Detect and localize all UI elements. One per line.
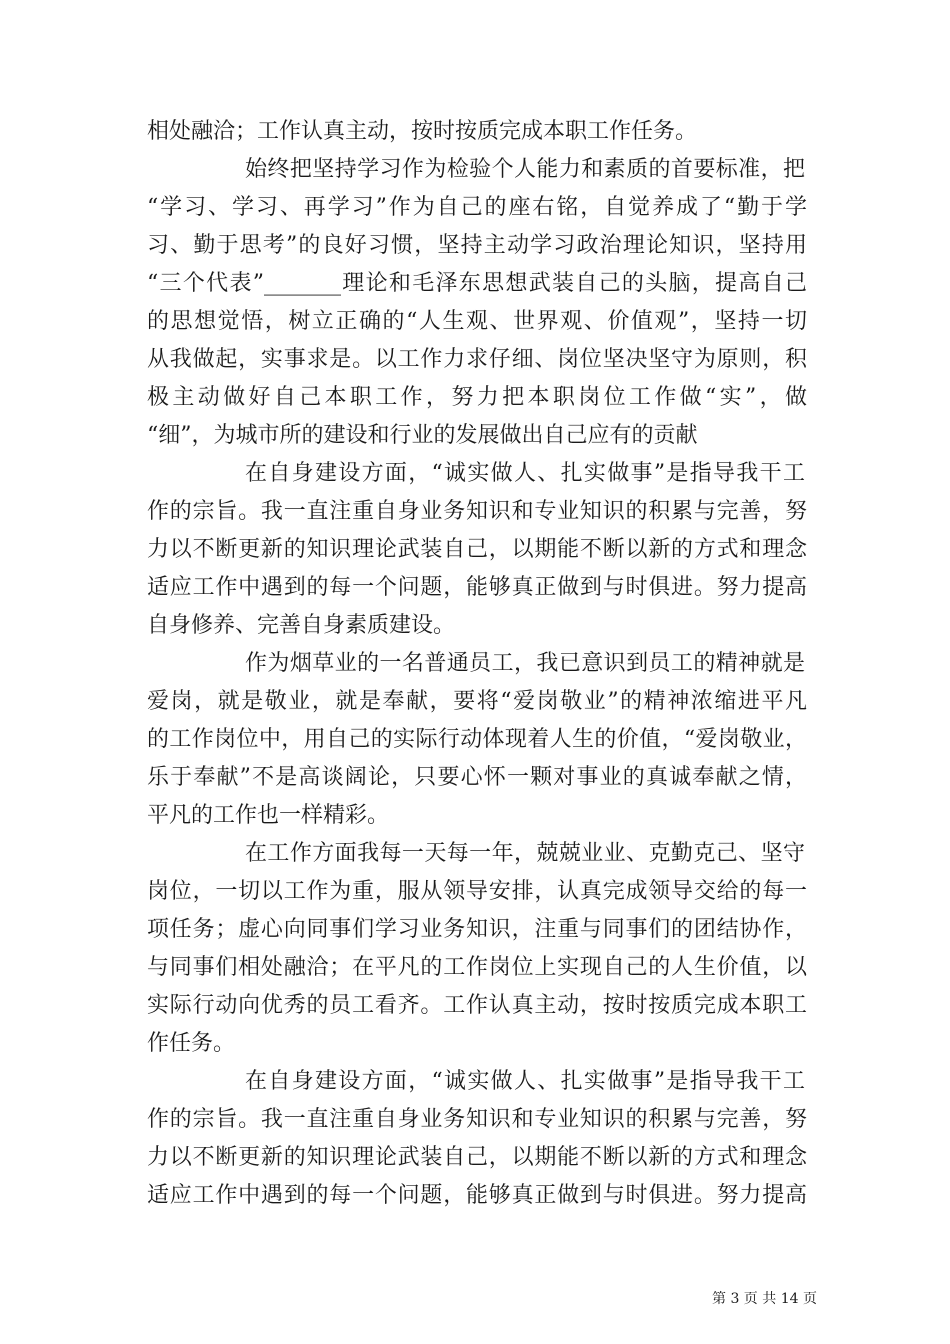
text-line-content: 的思想觉悟，树立正确的“人生观、世界观、价值观”，坚持一切 <box>147 309 807 334</box>
text-line <box>147 574 807 602</box>
text-line <box>147 688 807 716</box>
text-line-content: 作的宗旨。我一直注重自身业务知识和专业知识的积累与完善，努 <box>147 499 807 524</box>
text-line <box>147 232 807 260</box>
text-line-content: 在自身建设方面，“诚实做人、扎实做事”是指导我干工 <box>245 1069 805 1094</box>
text-line <box>245 460 805 488</box>
text-line-content: 相处融洽；工作认真主动，按时按质完成本职工作任务。 <box>147 119 698 144</box>
text-line-content: 的工作岗位中，用自己的实际行动体现着人生的价值，“爱岗敬业， <box>147 727 807 752</box>
text-line-content: 适应工作中遇到的每一个问题，能够真正做到与时俱进。努力提高 <box>147 575 807 600</box>
text-line <box>147 1182 807 1210</box>
text-line-content: “学习、学习、再学习”作为自己的座右铭，自觉养成了“勤于学 <box>147 195 807 220</box>
text-line-content: “细”，为城市所的建设和行业的发展做出自己应有的贡献 <box>147 423 698 448</box>
text-line-content: 适应工作中遇到的每一个问题，能够真正做到与时俱进。努力提高 <box>147 1183 807 1208</box>
text-line <box>147 878 807 906</box>
text-line-content: 从我做起，实事求是。以工作力求仔细、岗位坚决坚守为原则，积 <box>147 347 807 372</box>
text-line-content: 乐于奉献”不是高谈阔论，只要心怀一颗对事业的真诚奉献之情， <box>147 765 807 790</box>
text-line <box>147 954 807 982</box>
text-line <box>147 1106 807 1134</box>
text-line-content: 平凡的工作也一样精彩。 <box>147 803 390 828</box>
text-line <box>147 802 807 830</box>
text-line-content: 在工作方面我每一天每一年，兢兢业业、克勤克己、坚守 <box>245 841 805 866</box>
text-line-content: 实际行动向优秀的员工看齐。工作认真主动，按时按质完成本职工 <box>147 993 807 1018</box>
text-line <box>147 612 807 640</box>
text-line-content: 极主动做好自己本职工作，努力把本职岗位工作做“实”，做 <box>147 385 807 410</box>
text-line-content: 始终把坚持学习作为检验个人能力和素质的首要标准，把 <box>245 157 805 182</box>
text-line-content: 作的宗旨。我一直注重自身业务知识和专业知识的积累与完善，努 <box>147 1107 807 1132</box>
text-line <box>147 916 807 944</box>
text-line-content: 自身修养、完善自身素质建设。 <box>147 613 456 638</box>
text-line-content: 力以不断更新的知识理论武装自己，以期能不断以新的方式和理念 <box>147 537 807 562</box>
text-line-content: 岗位，一切以工作为重，服从领导安排，认真完成领导交给的每一 <box>147 879 807 904</box>
text-line <box>147 764 807 792</box>
text-line <box>245 650 805 678</box>
text-line <box>147 194 807 222</box>
text-line-content: 爱岗，就是敬业，就是奉献，要将“爱岗敬业”的精神浓缩进平凡 <box>147 689 807 714</box>
page-footer: 第 3 页 共 14 页 <box>712 1291 817 1307</box>
text-line <box>245 840 805 868</box>
text-line <box>147 1144 807 1172</box>
text-line <box>147 118 807 146</box>
text-line <box>147 270 807 298</box>
text-line <box>147 536 807 564</box>
text-line <box>147 992 807 1020</box>
text-line <box>147 1030 807 1058</box>
text-line <box>245 1068 805 1096</box>
text-line <box>147 422 807 450</box>
text-line-content: 项任务；虚心向同事们学习业务知识，注重与同事们的团结协作， <box>147 917 807 942</box>
text-line <box>147 346 807 374</box>
text-line-content: 力以不断更新的知识理论武装自己，以期能不断以新的方式和理念 <box>147 1145 807 1170</box>
text-line-content: 在自身建设方面，“诚实做人、扎实做事”是指导我干工 <box>245 461 805 486</box>
text-line-content: 作为烟草业的一名普通员工，我已意识到员工的精神就是 <box>245 651 805 676</box>
text-line <box>147 498 807 526</box>
text-line-content: 与同事们相处融洽；在平凡的工作岗位上实现自己的人生价值，以 <box>147 955 807 980</box>
text-line <box>147 384 807 412</box>
text-line <box>147 308 807 336</box>
text-line-content: 习、勤于思考”的良好习惯，坚持主动学习政治理论知识，坚持用 <box>147 233 807 258</box>
text-line-content: 作任务。 <box>147 1031 236 1056</box>
text-line-content: “三个代表”_______理论和毛泽东思想武装自己的头脑，提高自己 <box>147 271 807 296</box>
text-line <box>245 156 805 184</box>
text-line <box>147 726 807 754</box>
